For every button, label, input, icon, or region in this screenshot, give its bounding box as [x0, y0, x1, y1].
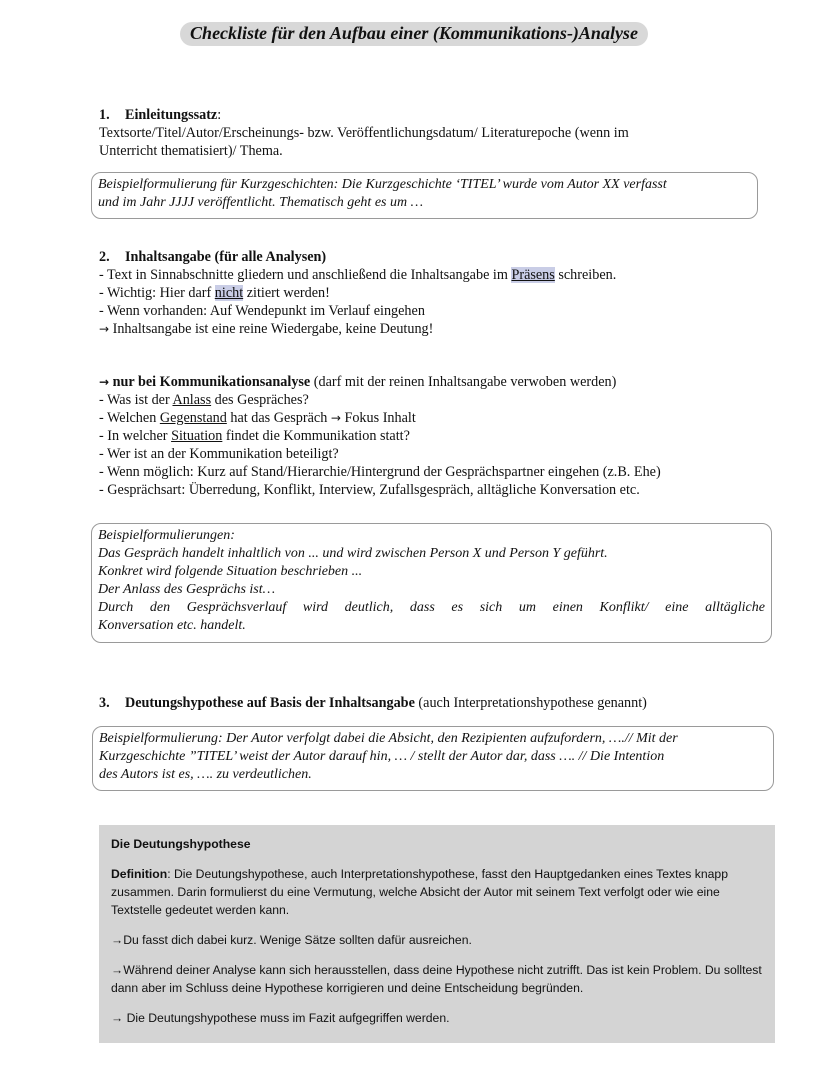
example-text: Beispielformulierungen: — [98, 528, 235, 543]
arrow-right-icon: → — [99, 375, 110, 389]
example-text: Kurzgeschichte ”TITEL’ weist der Autor darauf hin, … / stellt der Autor dar, dass …. // Die Intention — [99, 749, 665, 764]
info-box-title: Die Deutungshypothese — [111, 837, 251, 851]
info-box-deutungshypothese — [99, 825, 775, 1043]
page-title: Checkliste für den Aufbau einer (Kommunikations-)Analyse — [180, 22, 648, 46]
example-text: Das Gespräch handelt inhaltlich von ... und wird zwischen Person X und Person Y geführt. — [98, 546, 608, 561]
example-text: Beispielformulierung für Kurzgeschichten: Die Kurzgeschichte ‘TITEL’ wurde vom Autor XX verfasst — [98, 177, 667, 192]
list-item: - Was ist der Anlass des Gespräches? — [99, 392, 309, 408]
example-box-deutung — [92, 726, 774, 791]
arrow-right-icon: → — [330, 411, 341, 425]
info-point: → Die Deutungshypothese muss im Fazit aufgegriffen werden. — [111, 1011, 450, 1025]
section-text: Unterricht thematisiert)/ Thema. — [99, 143, 283, 159]
list-item: - Wer ist an der Kommunikation beteiligt? — [99, 446, 339, 462]
section-kommunikationsanalyse — [99, 373, 759, 499]
section-heading-komm: → nur bei Kommunikationsanalyse (darf mit der reinen Inhaltsangabe verwoben werden) — [99, 374, 617, 390]
example-text: Der Anlass des Gesprächs ist… — [98, 582, 276, 597]
info-definition: Definition: Die Deutungshypothese, auch Interpretationshypothese, fasst den Hauptgedanken eines Textes knapp zusammen. Darin formulierst du eine Vermutung, welche Absicht der Autor mit seinem Text verfolgt oder wie eine Textstelle gedeutet werden kann. — [111, 867, 728, 917]
arrow-right-icon: → — [111, 933, 124, 947]
example-text: des Autors ist es, …. zu verdeutlichen. — [99, 767, 312, 782]
info-point: →Während deiner Analyse kann sich herausstellen, dass deine Hypothese nicht zutrifft. Das ist kein Problem. Du solltest dann aber im Schluss deine Hypothese korrigieren und deine Entscheidung begründen. — [111, 963, 762, 995]
example-text: und im Jahr JJJJ veröffentlicht. Thematisch geht es um … — [98, 195, 424, 210]
section-inhaltsangabe — [99, 248, 739, 338]
info-point: →Du fasst dich dabei kurz. Wenige Sätze sollten dafür ausreichen. — [111, 933, 472, 947]
example-text: Durch den Gesprächsverlauf wird deutlich, dass es sich um einen Konflikt/ eine alltägliche — [98, 600, 765, 615]
list-item: → Inhaltsangabe ist eine reine Wiedergabe, keine Deutung! — [99, 321, 434, 337]
example-text: Konkret wird folgende Situation beschrieben ... — [98, 564, 363, 579]
example-text: Beispielformulierung: Der Autor verfolgt dabei die Absicht, den Rezipienten aufzufordern, ….// Mit der — [99, 731, 678, 746]
section-deutungshypothese — [99, 694, 759, 712]
list-item: - Welchen Gegenstand hat das Gespräch → Fokus Inhalt — [99, 410, 416, 426]
section-heading-1: 1. Einleitungssatz: — [99, 107, 222, 123]
section-einleitungssatz — [99, 106, 739, 160]
highlighted-word: Präsens — [511, 267, 555, 283]
list-item: - Wenn möglich: Kurz auf Stand/Hierarchie/Hintergrund der Gesprächspartner eingehen (z.B. Ehe) — [99, 464, 661, 480]
title-bar — [0, 22, 828, 46]
list-item: - Wenn vorhanden: Auf Wendepunkt im Verlauf eingehen — [99, 303, 425, 319]
list-item: - In welcher Situation findet die Kommunikation statt? — [99, 428, 410, 444]
arrow-right-icon: → — [111, 1011, 124, 1025]
section-heading-3: 3. Deutungshypothese auf Basis der Inhaltsangabe (auch Interpretationshypothese genannt) — [99, 695, 647, 711]
example-text: Konversation etc. handelt. — [98, 618, 246, 633]
example-box-kommunikation — [91, 523, 772, 643]
example-box-einleitung — [91, 172, 758, 219]
highlighted-word: nicht — [214, 285, 244, 301]
section-text: Textsorte/Titel/Autor/Erscheinungs- bzw. Veröffentlichungsdatum/ Literaturepoche (wenn im — [99, 125, 629, 141]
arrow-right-icon: → — [111, 963, 124, 977]
list-item: - Wichtig: Hier darf nicht zitiert werden! — [99, 285, 330, 301]
list-item: - Gesprächsart: Überredung, Konflikt, Interview, Zufallsgespräch, alltägliche Konversation etc. — [99, 482, 640, 498]
list-item: - Text in Sinnabschnitte gliedern und anschließend die Inhaltsangabe im Präsens schreiben. — [99, 267, 617, 283]
section-heading-2: 2. Inhaltsangabe (für alle Analysen) — [99, 249, 327, 265]
arrow-right-icon: → — [99, 322, 110, 336]
